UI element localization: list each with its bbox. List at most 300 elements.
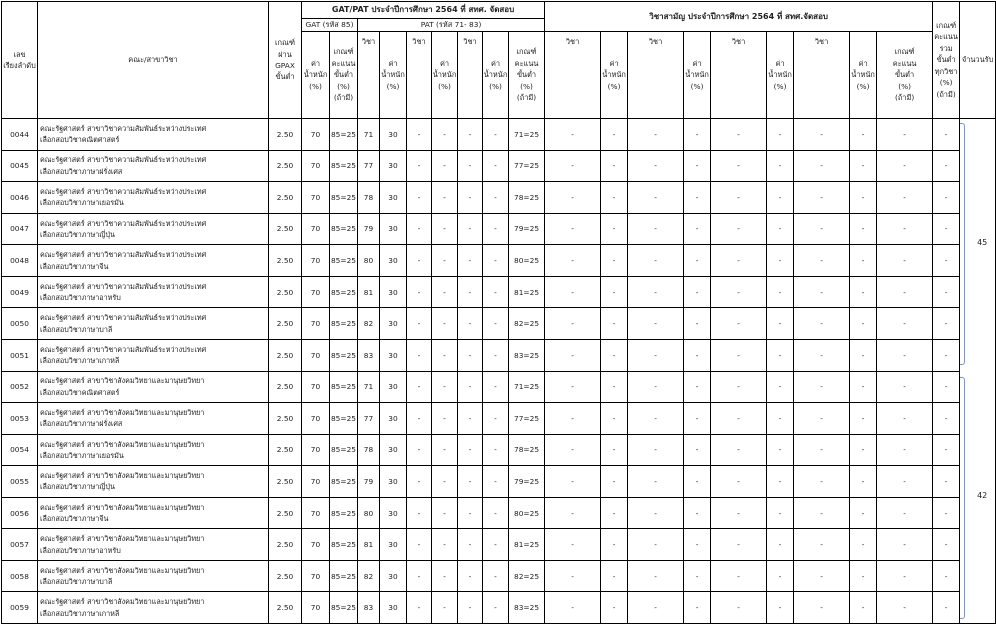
row-gpax: 2.50 (269, 245, 302, 277)
row-subject-empty: - (850, 403, 877, 435)
row-pat-empty: - (483, 213, 509, 245)
row-gat-min: 85=25 (330, 213, 358, 245)
row-gat-weight: 70 (302, 592, 330, 624)
row-subject-empty: - (794, 371, 850, 403)
row-pat-min: 81=25 (509, 529, 545, 561)
table-row (2, 592, 996, 624)
row-seq: 0047 (2, 213, 38, 245)
row-subject-empty: - (628, 497, 684, 529)
row-subject-empty: - (601, 308, 628, 340)
row-pat-empty: - (432, 466, 458, 498)
row-seq: 0053 (2, 403, 38, 435)
row-faculty (38, 592, 269, 624)
row-subject-empty: - (545, 245, 601, 277)
row-subject-empty: - (850, 119, 877, 151)
row-faculty (38, 213, 269, 245)
row-subject-empty: - (601, 466, 628, 498)
major-line: เลือกสอบวิชาภาษาญี่ปุ่น (40, 482, 115, 492)
row-subject-empty: - (767, 434, 794, 466)
row-subject-empty: - (767, 497, 794, 529)
row-seq: 0045 (2, 150, 38, 182)
row-pat-empty: - (407, 560, 432, 592)
row-gat-weight: 70 (302, 213, 330, 245)
row-pat-weight: 30 (380, 529, 407, 561)
row-pat-weight: 30 (380, 403, 407, 435)
row-pat-min: 71=25 (509, 371, 545, 403)
row-subject-empty: - (767, 308, 794, 340)
row-pat-min: 80=25 (509, 245, 545, 277)
row-subject-empty: - (711, 276, 767, 308)
row-pat-weight: 30 (380, 276, 407, 308)
row-min-all: - (933, 592, 960, 624)
row-gat-weight: 70 (302, 560, 330, 592)
table-row (2, 182, 996, 214)
row-subject-empty: - (684, 466, 711, 498)
row-seq: 0058 (2, 560, 38, 592)
row-pat-empty: - (432, 497, 458, 529)
row-subject-empty: - (794, 497, 850, 529)
row-subject-empty: - (850, 276, 877, 308)
row-subject-empty: - (601, 119, 628, 151)
header-subject: วิชา (407, 32, 432, 119)
row-faculty (38, 434, 269, 466)
row-subject-empty: - (711, 308, 767, 340)
row-subject-empty: - (545, 119, 601, 151)
row-pat-empty: - (483, 403, 509, 435)
header-subject: วิชา (628, 32, 684, 119)
row-subject-empty: - (794, 403, 850, 435)
row-subject-empty: - (850, 182, 877, 214)
row-subject-empty: - (711, 371, 767, 403)
row-pat-empty: - (458, 592, 483, 624)
row-min-all: - (933, 434, 960, 466)
row-subject-empty: - (794, 592, 850, 624)
row-subject-empty: - (877, 403, 933, 435)
row-pat-weight: 30 (380, 308, 407, 340)
row-subject-empty: - (850, 213, 877, 245)
row-subject-empty: - (767, 119, 794, 151)
group-bracket (960, 123, 965, 365)
row-pat-empty: - (483, 182, 509, 214)
row-pat-empty: - (407, 245, 432, 277)
row-subject-empty: - (684, 276, 711, 308)
row-subject-empty: - (711, 213, 767, 245)
row-subject-empty: - (545, 434, 601, 466)
row-pat-subject: 77 (358, 403, 380, 435)
table-row (2, 213, 996, 245)
row-subject-empty: - (684, 119, 711, 151)
table-row (2, 434, 996, 466)
row-subject-empty: - (628, 308, 684, 340)
header-subject: วิชา (711, 32, 767, 119)
row-pat-subject: 81 (358, 529, 380, 561)
row-min-all: - (933, 339, 960, 371)
row-subject-empty: - (601, 497, 628, 529)
row-subject-empty: - (794, 119, 850, 151)
header-subjects: วิชาสามัญ ประจำปีการศึกษา 2564 ที่ สทศ.จัดสอบ (545, 2, 933, 32)
row-subject-empty: - (628, 150, 684, 182)
row-pat-empty: - (432, 434, 458, 466)
row-subject-empty: - (794, 245, 850, 277)
row-faculty (38, 308, 269, 340)
row-faculty (38, 529, 269, 561)
row-pat-subject: 71 (358, 371, 380, 403)
row-pat-empty: - (407, 339, 432, 371)
row-seq: 0056 (2, 497, 38, 529)
row-gat-min: 85=25 (330, 308, 358, 340)
row-subject-empty: - (794, 434, 850, 466)
row-pat-empty: - (458, 308, 483, 340)
header-seq: เลข เรียงลำดับ (2, 2, 38, 119)
row-pat-subject: 83 (358, 339, 380, 371)
row-pat-empty: - (407, 529, 432, 561)
row-subject-empty: - (767, 150, 794, 182)
major-line: เลือกสอบวิชาภาษาจีน (40, 514, 109, 524)
faculty-line: คณะรัฐศาสตร์ สาขาวิชาความสัมพันธ์ระหว่างประเทศ (40, 344, 207, 354)
row-subject-empty: - (684, 213, 711, 245)
row-subject-empty: - (545, 150, 601, 182)
row-gat-weight: 70 (302, 308, 330, 340)
row-pat-subject: 79 (358, 466, 380, 498)
row-subject-empty: - (628, 213, 684, 245)
faculty-line: คณะรัฐศาสตร์ สาขาวิชาความสัมพันธ์ระหว่างประเทศ (40, 155, 207, 165)
row-subject-empty: - (601, 403, 628, 435)
row-subject-empty: - (877, 371, 933, 403)
row-pat-min: 77=25 (509, 150, 545, 182)
row-pat-empty: - (458, 119, 483, 151)
row-pat-empty: - (458, 371, 483, 403)
row-min-all: - (933, 529, 960, 561)
row-gpax: 2.50 (269, 403, 302, 435)
row-subject-empty: - (767, 403, 794, 435)
major-line: เลือกสอบวิชาภาษาเกาหลี (40, 356, 120, 366)
header-subject: วิชา (545, 32, 601, 119)
row-pat-empty: - (458, 339, 483, 371)
row-subject-empty: - (711, 592, 767, 624)
row-pat-weight: 30 (380, 182, 407, 214)
row-pat-empty: - (483, 150, 509, 182)
faculty-line: คณะรัฐศาสตร์ สาขาวิชาสังคมวิทยาและมานุษยวิทยา (40, 597, 205, 607)
row-seq: 0054 (2, 434, 38, 466)
major-line: เลือกสอบวิชาภาษาจีน (40, 261, 109, 271)
row-subject-empty: - (711, 150, 767, 182)
faculty-line: คณะรัฐศาสตร์ สาขาวิชาสังคมวิทยาและมานุษยวิทยา (40, 534, 205, 544)
row-gpax: 2.50 (269, 466, 302, 498)
row-pat-empty: - (432, 276, 458, 308)
row-seq: 0049 (2, 276, 38, 308)
row-subject-empty: - (711, 560, 767, 592)
row-gpax: 2.50 (269, 150, 302, 182)
row-min-all: - (933, 497, 960, 529)
row-pat-empty: - (432, 245, 458, 277)
table-row (2, 308, 996, 340)
major-line: เลือกสอบวิชาคณิตศาสตร์ (40, 387, 120, 397)
row-pat-empty: - (483, 308, 509, 340)
row-pat-subject: 78 (358, 434, 380, 466)
row-gat-min: 85=25 (330, 466, 358, 498)
row-subject-empty: - (628, 119, 684, 151)
table-row (2, 245, 996, 277)
row-subject-empty: - (767, 592, 794, 624)
row-subject-empty: - (711, 466, 767, 498)
major-line: เลือกสอบวิชาภาษาญี่ปุ่น (40, 229, 115, 239)
table-body (2, 119, 996, 624)
header-weight: ค่า น้ำหนัก (%) (302, 32, 330, 119)
row-subject-empty: - (711, 434, 767, 466)
row-pat-empty: - (432, 403, 458, 435)
faculty-line: คณะรัฐศาสตร์ สาขาวิชาความสัมพันธ์ระหว่างประเทศ (40, 313, 207, 323)
table-row (2, 276, 996, 308)
row-gpax: 2.50 (269, 339, 302, 371)
header-weight: ค่า น้ำหนัก (%) (432, 32, 458, 119)
row-pat-empty: - (432, 119, 458, 151)
row-subject-empty: - (711, 245, 767, 277)
row-subject-empty: - (877, 150, 933, 182)
row-gpax: 2.50 (269, 529, 302, 561)
row-subject-empty: - (601, 592, 628, 624)
row-gpax: 2.50 (269, 592, 302, 624)
header-subject: วิชา (794, 32, 850, 119)
major-line: เลือกสอบวิชาภาษาฝรั่งเศส (40, 419, 123, 429)
row-subject-empty: - (794, 529, 850, 561)
row-subject-empty: - (850, 560, 877, 592)
row-faculty (38, 560, 269, 592)
row-pat-empty: - (458, 245, 483, 277)
header-gpax: เกณฑ์ ผ่าน GPAX ขั้นต่ำ (269, 2, 302, 119)
row-pat-empty: - (483, 371, 509, 403)
row-gat-min: 85=25 (330, 497, 358, 529)
row-gpax: 2.50 (269, 213, 302, 245)
major-line: เลือกสอบวิชาภาษาเกาหลี (40, 608, 120, 618)
row-gpax: 2.50 (269, 434, 302, 466)
row-subject-empty: - (877, 466, 933, 498)
faculty-line: คณะรัฐศาสตร์ สาขาวิชาความสัมพันธ์ระหว่างประเทศ (40, 123, 207, 133)
row-subject-empty: - (684, 245, 711, 277)
row-gat-weight: 70 (302, 119, 330, 151)
row-faculty (38, 466, 269, 498)
row-min-all: - (933, 276, 960, 308)
row-min-all: - (933, 182, 960, 214)
row-pat-empty: - (458, 529, 483, 561)
row-subject-empty: - (711, 529, 767, 561)
row-subject-empty: - (767, 339, 794, 371)
header-quota: จำนวนรับ (960, 2, 996, 119)
row-subject-empty: - (684, 403, 711, 435)
header-faculty: คณะ/สาขาวิชา (38, 2, 269, 119)
row-seq: 0051 (2, 339, 38, 371)
row-gpax: 2.50 (269, 276, 302, 308)
row-pat-weight: 30 (380, 434, 407, 466)
header-min-score: เกณฑ์ คะแนน ขั้นต่ำ (%) (ถ้ามี) (877, 32, 933, 119)
row-subject-empty: - (877, 497, 933, 529)
header-weight: ค่า น้ำหนัก (%) (601, 32, 628, 119)
row-subject-empty: - (767, 466, 794, 498)
row-subject-empty: - (545, 497, 601, 529)
row-subject-empty: - (545, 560, 601, 592)
row-subject-empty: - (684, 529, 711, 561)
row-subject-empty: - (877, 213, 933, 245)
row-subject-empty: - (628, 529, 684, 561)
faculty-line: คณะรัฐศาสตร์ สาขาวิชาสังคมวิทยาและมานุษยวิทยา (40, 407, 205, 417)
header-gat: GAT (รหัส 85) (302, 19, 358, 32)
row-subject-empty: - (877, 592, 933, 624)
row-faculty (38, 276, 269, 308)
faculty-line: คณะรัฐศาสตร์ สาขาวิชาสังคมวิทยาและมานุษยวิทยา (40, 471, 205, 481)
row-subject-empty: - (877, 182, 933, 214)
row-gat-min: 85=25 (330, 403, 358, 435)
major-line: เลือกสอบวิชาภาษาอาหรับ (40, 545, 121, 555)
header-weight: ค่า น้ำหนัก (%) (483, 32, 509, 119)
row-pat-empty: - (432, 560, 458, 592)
row-subject-empty: - (794, 308, 850, 340)
row-subject-empty: - (545, 466, 601, 498)
row-pat-empty: - (483, 529, 509, 561)
row-subject-empty: - (545, 213, 601, 245)
row-subject-empty: - (545, 276, 601, 308)
row-pat-empty: - (458, 560, 483, 592)
row-min-all: - (933, 403, 960, 435)
row-min-all: - (933, 150, 960, 182)
header-weight: ค่า น้ำหนัก (%) (767, 32, 794, 119)
row-pat-empty: - (432, 339, 458, 371)
row-gat-weight: 70 (302, 434, 330, 466)
row-pat-subject: 82 (358, 560, 380, 592)
row-pat-subject: 80 (358, 245, 380, 277)
row-seq: 0052 (2, 371, 38, 403)
row-subject-empty: - (628, 339, 684, 371)
row-pat-empty: - (407, 497, 432, 529)
row-subject-empty: - (877, 308, 933, 340)
row-gat-min: 85=25 (330, 592, 358, 624)
row-subject-empty: - (877, 245, 933, 277)
row-pat-weight: 30 (380, 339, 407, 371)
row-gat-weight: 70 (302, 245, 330, 277)
row-subject-empty: - (850, 434, 877, 466)
header-weight: ค่า น้ำหนัก (%) (684, 32, 711, 119)
row-gat-min: 85=25 (330, 150, 358, 182)
row-pat-subject: 83 (358, 592, 380, 624)
row-subject-empty: - (628, 403, 684, 435)
row-subject-empty: - (684, 371, 711, 403)
row-subject-empty: - (628, 560, 684, 592)
row-subject-empty: - (767, 371, 794, 403)
quota-cell (960, 119, 996, 624)
row-pat-weight: 30 (380, 150, 407, 182)
row-pat-weight: 30 (380, 560, 407, 592)
row-subject-empty: - (601, 276, 628, 308)
row-pat-empty: - (407, 182, 432, 214)
row-pat-empty: - (432, 592, 458, 624)
header-min-all: เกณฑ์ คะแนน รวม ขั้นต่ำ ทุกวิชา (%) (ถ้ามี) (933, 2, 960, 119)
row-seq: 0044 (2, 119, 38, 151)
row-subject-empty: - (601, 371, 628, 403)
row-pat-empty: - (407, 276, 432, 308)
row-gat-weight: 70 (302, 371, 330, 403)
row-pat-empty: - (407, 592, 432, 624)
row-seq: 0048 (2, 245, 38, 277)
row-seq: 0059 (2, 592, 38, 624)
row-pat-empty: - (483, 245, 509, 277)
row-pat-empty: - (458, 150, 483, 182)
major-line: เลือกสอบวิชาภาษาอาหรับ (40, 293, 121, 303)
row-gat-min: 85=25 (330, 371, 358, 403)
quota-value: 45 (977, 238, 988, 247)
row-pat-empty: - (432, 150, 458, 182)
header-min-score: เกณฑ์ คะแนน ขั้นต่ำ (%) (ถ้ามี) (330, 32, 358, 119)
faculty-line: คณะรัฐศาสตร์ สาขาวิชาสังคมวิทยาและมานุษยวิทยา (40, 376, 205, 386)
row-pat-min: 78=25 (509, 182, 545, 214)
row-subject-empty: - (794, 182, 850, 214)
faculty-line: คณะรัฐศาสตร์ สาขาวิชาความสัมพันธ์ระหว่างประเทศ (40, 187, 207, 196)
row-pat-subject: 77 (358, 150, 380, 182)
row-subject-empty: - (877, 529, 933, 561)
row-subject-empty: - (684, 434, 711, 466)
faculty-line: คณะรัฐศาสตร์ สาขาวิชาสังคมวิทยาและมานุษยวิทยา (40, 502, 205, 512)
row-pat-empty: - (458, 182, 483, 214)
header-weight: ค่า น้ำหนัก (%) (380, 32, 407, 119)
row-gat-min: 85=25 (330, 245, 358, 277)
row-subject-empty: - (711, 119, 767, 151)
row-subject-empty: - (850, 592, 877, 624)
row-subject-empty: - (684, 592, 711, 624)
table-row (2, 403, 996, 435)
row-subject-empty: - (684, 308, 711, 340)
row-pat-weight: 30 (380, 371, 407, 403)
row-min-all: - (933, 245, 960, 277)
row-subject-empty: - (684, 497, 711, 529)
row-gat-min: 85=25 (330, 276, 358, 308)
row-subject-empty: - (545, 592, 601, 624)
row-pat-subject: 79 (358, 213, 380, 245)
row-subject-empty: - (628, 245, 684, 277)
faculty-line: คณะรัฐศาสตร์ สาขาวิชาความสัมพันธ์ระหว่างประเทศ (40, 281, 207, 291)
row-seq: 0046 (2, 182, 38, 214)
row-min-all: - (933, 371, 960, 403)
row-subject-empty: - (601, 339, 628, 371)
row-subject-empty: - (794, 276, 850, 308)
faculty-line: คณะรัฐศาสตร์ สาขาวิชาสังคมวิทยาและมานุษยวิทยา (40, 565, 205, 575)
row-pat-weight: 30 (380, 119, 407, 151)
row-subject-empty: - (850, 245, 877, 277)
row-subject-empty: - (601, 529, 628, 561)
row-pat-empty: - (458, 276, 483, 308)
header-pat: PAT (รหัส 71- 83) (358, 19, 545, 32)
row-min-all: - (933, 213, 960, 245)
row-pat-min: 71=25 (509, 119, 545, 151)
row-subject-empty: - (628, 371, 684, 403)
row-min-all: - (933, 119, 960, 151)
row-subject-empty: - (850, 497, 877, 529)
row-subject-empty: - (850, 371, 877, 403)
row-pat-empty: - (432, 371, 458, 403)
row-pat-weight: 30 (380, 213, 407, 245)
row-subject-empty: - (684, 182, 711, 214)
row-pat-empty: - (483, 497, 509, 529)
table-row (2, 560, 996, 592)
row-subject-empty: - (767, 560, 794, 592)
row-subject-empty: - (767, 245, 794, 277)
row-gat-weight: 70 (302, 182, 330, 214)
row-pat-weight: 30 (380, 466, 407, 498)
row-pat-empty: - (407, 371, 432, 403)
row-pat-empty: - (483, 592, 509, 624)
row-pat-min: 79=25 (509, 466, 545, 498)
row-subject-empty: - (601, 150, 628, 182)
major-line: เลือกสอบวิชาภาษาฝรั่งเศส (40, 166, 123, 176)
row-pat-empty: - (483, 339, 509, 371)
row-subject-empty: - (601, 213, 628, 245)
row-subject-empty: - (684, 339, 711, 371)
